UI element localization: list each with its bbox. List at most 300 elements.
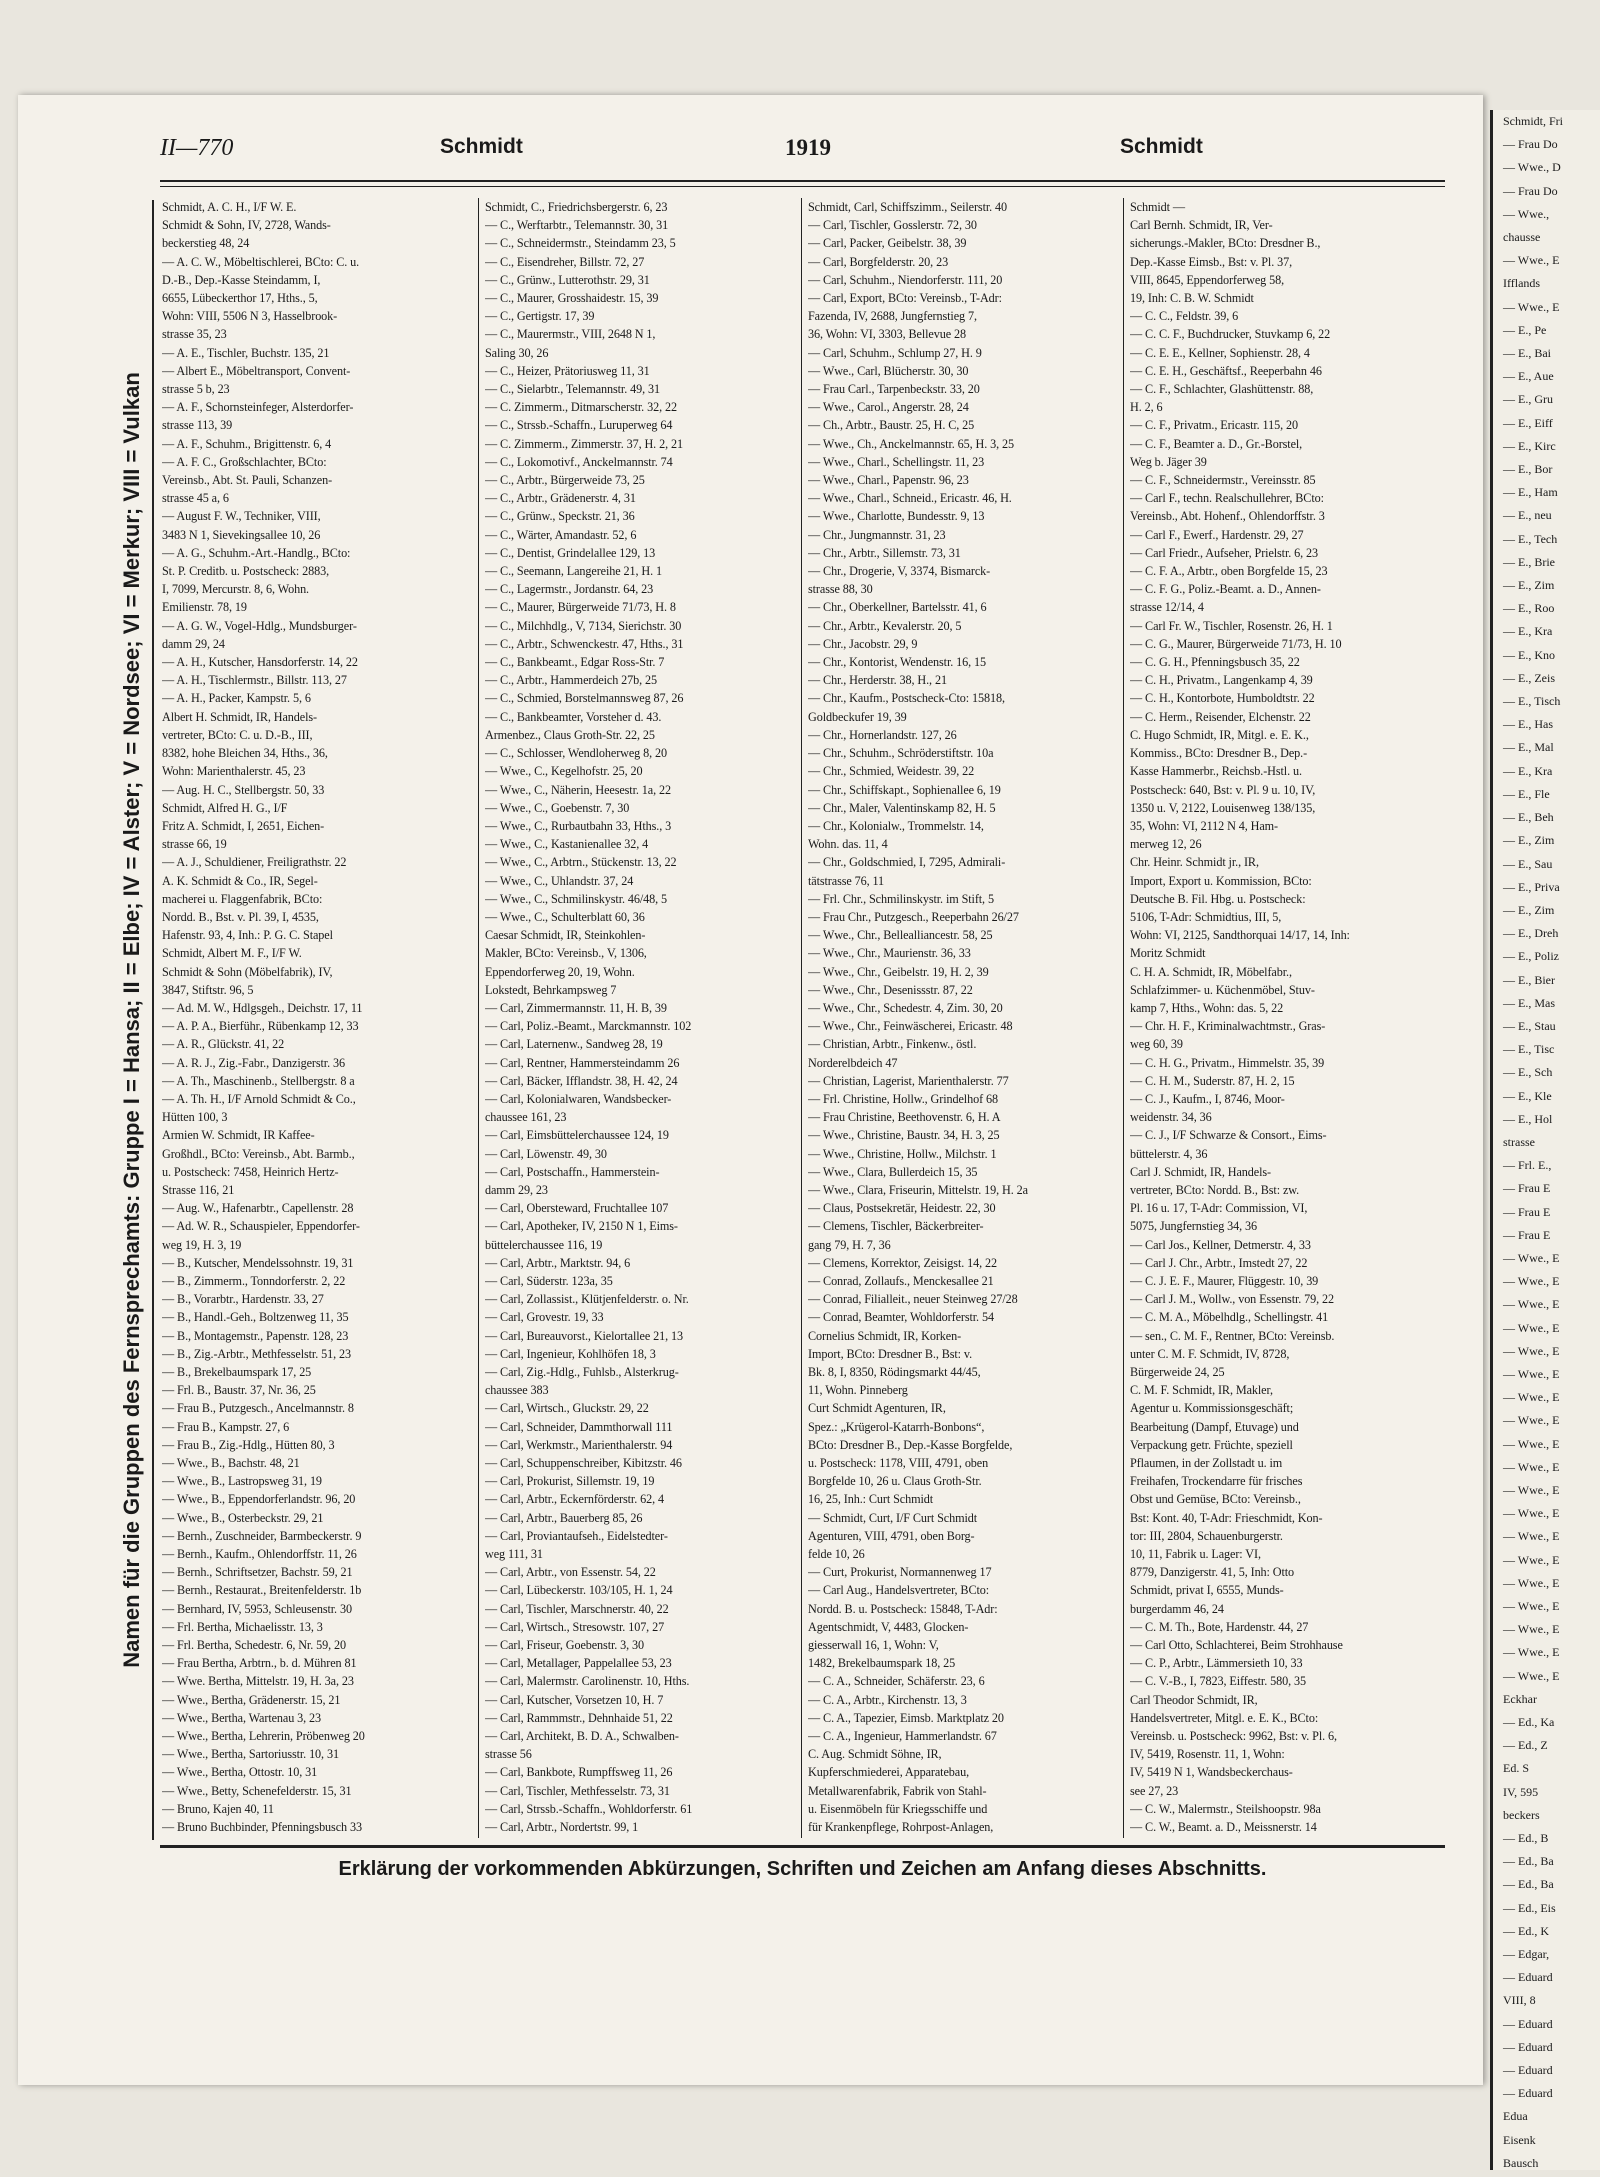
- adjacent-page-line: — Wwe., E: [1503, 1413, 1560, 1428]
- directory-entry-line: — Carl, Architekt, B. D. A., Schwalben-: [485, 1729, 679, 1744]
- directory-entry-line: Deutsche B. Fil. Hbg. u. Postscheck:: [1130, 891, 1306, 906]
- adjacent-page-line: — Frl. E.,: [1503, 1158, 1552, 1173]
- directory-entry-line: — C., Bankbeamt., Edgar Ross-Str. 7: [485, 655, 665, 670]
- directory-entry-line: — Carl, Friseur, Goebenstr. 3, 30: [485, 1638, 645, 1653]
- directory-entry-line: — C. F. A., Arbtr., oben Borgfelde 15, 23: [1130, 564, 1328, 579]
- directory-entry-line: — Wwe., Chr., Geibelstr. 19, H. 2, 39: [808, 964, 989, 979]
- directory-entry-line: — A. H., Packer, Kampstr. 5, 6: [162, 691, 311, 706]
- adjacent-page-line: — E., Mal: [1503, 740, 1554, 755]
- adjacent-page-line: — Wwe., E: [1503, 1343, 1560, 1358]
- adjacent-page-line: — Wwe., E: [1503, 1436, 1560, 1451]
- directory-entry-line: — Wwe., Carol., Angerstr. 28, 24: [808, 400, 969, 415]
- directory-entry-line: H. 2, 6: [1130, 400, 1163, 415]
- directory-entry-line: Borgfelde 10, 26 u. Claus Groth-Str.: [808, 1474, 982, 1489]
- directory-entry-line: — Bernhard, IV, 5953, Schleusenstr. 30: [162, 1601, 352, 1616]
- directory-entry-line: merweg 12, 26: [1130, 837, 1202, 852]
- directory-entry-line: Spez.: „Krügerol-Katarrh-Bonbons“,: [808, 1419, 985, 1434]
- directory-entry-line: — Carl F., Ewerf., Hardenstr. 29, 27: [1130, 527, 1304, 542]
- directory-entry-line: — C., Sielarbtr., Telemannstr. 49, 31: [485, 382, 660, 397]
- directory-entry-line: — C., Grünw., Speckstr. 21, 36: [485, 509, 635, 524]
- page-header: [160, 135, 1445, 175]
- directory-entry-line: — sen., C. M. F., Rentner, BCto: Vereinsb.: [1130, 1328, 1335, 1343]
- directory-entry-line: Fritz A. Schmidt, I, 2651, Eichen-: [162, 818, 325, 833]
- adjacent-page-line: — Ed., Ba: [1503, 1877, 1554, 1892]
- directory-entry-line: Bearbeitung (Dampf, Etuvage) und: [1130, 1419, 1299, 1434]
- directory-entry-line: — Carl, Strssb.-Schaffn., Wohldorferstr. 61: [485, 1801, 693, 1816]
- directory-entry-line: Agentur u. Kommissionsgeschäft;: [1130, 1401, 1294, 1416]
- adjacent-page-line: — E., Tech: [1503, 531, 1558, 546]
- directory-entry-line: — C. H., Privatm., Langenkamp 4, 39: [1130, 673, 1313, 688]
- directory-entry-line: — Chr., Goldschmied, I, 7295, Admirali-: [808, 855, 1006, 870]
- directory-entry-line: 10, 11, Fabrik u. Lager: VI,: [1130, 1547, 1261, 1562]
- directory-entry-line: — Carl, Malermstr. Carolinenstr. 10, Hths.: [485, 1674, 690, 1689]
- directory-entry-line: damm 29, 24: [162, 636, 225, 651]
- directory-entry-line: — A. E., Tischler, Buchstr. 135, 21: [162, 345, 330, 360]
- directory-entry-line: [162, 1836, 472, 1838]
- adjacent-page-line: — E., Hol: [1503, 1111, 1553, 1126]
- directory-entry-line: — C., Bankbeamter, Vorsteher d. 43.: [485, 709, 662, 724]
- directory-entry-line: — Wwe., C., Uhlandstr. 37, 24: [485, 873, 634, 888]
- directory-entry-line: Schmidt —: [1130, 200, 1185, 214]
- directory-entry-line: — Frl. Chr., Schmilinskystr. im Stift, 5: [808, 891, 994, 906]
- directory-entry-line: — Ad. M. W., Hdlgsgeh., Deichstr. 17, 11: [162, 1000, 363, 1015]
- directory-entry-line: — Frl. Christine, Hollw., Grindelhof 68: [808, 1091, 998, 1106]
- directory-entry-line: — Wwe., C., Kegelhofstr. 25, 20: [485, 764, 643, 779]
- directory-entry-line: — C., Maurer, Bürgerweide 71/73, H. 8: [485, 600, 676, 615]
- directory-entry-line: Strasse 116, 21: [162, 1182, 235, 1197]
- directory-entry-line: — Wwe., Charlotte, Bundesstr. 9, 13: [808, 509, 985, 524]
- adjacent-page-line: — Wwe., E: [1503, 1250, 1560, 1265]
- adjacent-page-line: Eckhar: [1503, 1691, 1537, 1706]
- directory-entry-line: — Carl Fr. W., Tischler, Rosenstr. 26, H. 1: [1130, 618, 1333, 633]
- directory-entry-line: — Wwe., Carl, Blücherstr. 30, 30: [808, 363, 969, 378]
- directory-entry-line: — Aug. W., Hafenarbtr., Capellenstr. 28: [162, 1201, 354, 1216]
- directory-entry-line: 8382, hohe Bleichen 34, Hths., 36,: [162, 746, 328, 761]
- adjacent-page-line: — E., Has: [1503, 717, 1553, 732]
- directory-entry-line: 5106, T-Adr: Schmidtius, III, 5,: [1130, 909, 1282, 924]
- directory-entry-line: — Carl, Laternenw., Sandweg 28, 19: [485, 1037, 663, 1052]
- adjacent-page-line: — E., Stau: [1503, 1018, 1556, 1033]
- page-number: II—770: [160, 135, 234, 161]
- directory-entry-line: — A. F. C., Großschlachter, BCto:: [162, 454, 327, 469]
- directory-entry-line: — Carl F., techn. Realschullehrer, BCto:: [1130, 491, 1324, 506]
- adjacent-page-line: — Ed., B: [1503, 1831, 1549, 1846]
- directory-entry-line: — A. H., Tischlermstr., Billstr. 113, 27: [162, 673, 347, 688]
- directory-entry-line: — Carl, Bureauvorst., Kielortallee 21, 13: [485, 1328, 683, 1343]
- directory-entry-line: Vereinsb., Abt. Hohenf., Ohlendorffstr. 3: [1130, 509, 1325, 524]
- directory-entry-line: Makler, BCto: Vereinsb., V, 1306,: [485, 946, 647, 961]
- directory-entry-line: 16, 25, Inh.: Curt Schmidt: [808, 1492, 934, 1507]
- directory-entry-line: Bst: Kont. 40, T-Adr: Frieschmidt, Kon-: [1130, 1510, 1323, 1525]
- directory-entry-line: Schmidt, Alfred H. G., I/F: [162, 800, 288, 815]
- directory-entry-line: — Carl, Postschaffn., Hammerstein-: [485, 1164, 660, 1179]
- directory-entry-line: — C., Grünw., Lutterothstr. 29, 31: [485, 272, 650, 287]
- directory-entry-line: — C. Zimmerm., Zimmerstr. 37, H. 2, 21: [485, 436, 683, 451]
- directory-entry-line: Fazenda, IV, 2688, Jungfernstieg 7,: [808, 309, 977, 324]
- directory-entry-line: — Wwe., B., Osterbeckstr. 29, 21: [162, 1510, 324, 1525]
- directory-entry-line: Nordd. B., Bst. v. Pl. 39, I, 4535,: [162, 909, 319, 924]
- directory-entry-line: büttelerchaussee 116, 19: [485, 1237, 603, 1252]
- adjacent-page-line: Eisenk: [1503, 2132, 1536, 2147]
- directory-entry-line: — Chr., Jungmannstr. 31, 23: [808, 527, 946, 542]
- directory-entry-line: Pl. 16 u. 17, T-Adr: Commission, VI,: [1130, 1201, 1308, 1216]
- adjacent-page-line: — Wwe., E: [1503, 1552, 1560, 1567]
- adjacent-page-line: — Edgar,: [1503, 1947, 1550, 1962]
- column-divider: [478, 198, 479, 1838]
- directory-entry-line: — Carl, Arbtr., Bauerberg 85, 26: [485, 1510, 643, 1525]
- directory-entry-line: giesserwall 16, 1, Wohn: V,: [808, 1638, 939, 1653]
- directory-entry-line: Schmidt, C., Friedrichsbergerstr. 6, 23: [485, 200, 668, 214]
- directory-entry-line: — C., Wärter, Amandastr. 52, 6: [485, 527, 637, 542]
- directory-entry-line: — Carl, Zig.-Hdlg., Fuhlsb., Alsterkrug-: [485, 1365, 679, 1379]
- directory-entry-line: — Carl, Obersteward, Fruchtallee 107: [485, 1201, 669, 1216]
- directory-entry-line: u. Postscheck: 1178, VIII, 4791, oben: [808, 1456, 989, 1471]
- directory-entry-line: — A. J., Schuldiener, Freiligrathstr. 22: [162, 855, 347, 870]
- directory-entry-line: IV, 5419 N 1, Wandsbeckerchaus-: [1130, 1765, 1293, 1780]
- directory-entry-line: Lokstedt, Behrkampsweg 7: [485, 982, 617, 997]
- directory-entry-line: — Wwe., Chr., Feinwäscherei, Ericastr. 48: [808, 1019, 1013, 1034]
- directory-entry-line: — B., Montagemstr., Papenstr. 128, 23: [162, 1328, 349, 1343]
- directory-entry-line: — Carl, Kolonialwaren, Wandsbecker-: [485, 1091, 672, 1106]
- adjacent-page-line: — Wwe., E: [1503, 253, 1560, 268]
- directory-entry-line: Obst und Gemüse, BCto: Vereinsb.,: [1130, 1492, 1301, 1507]
- column-1: [162, 198, 472, 1838]
- directory-entry-line: — Conrad, Filialleit., neuer Steinweg 27/28: [808, 1292, 1018, 1307]
- directory-entry-line: — C., Gertigstr. 17, 39: [485, 309, 595, 324]
- directory-entry-line: — Carl, Metallager, Pappelallee 53, 23: [485, 1656, 672, 1671]
- directory-entry-line: — C. C., Feldstr. 39, 6: [1130, 309, 1239, 324]
- directory-entry-line: — Bruno Buchbinder, Pfenningsbusch 33: [162, 1820, 362, 1835]
- adjacent-page-line: — Wwe., E: [1503, 1297, 1560, 1312]
- directory-entry-line: — Conrad, Zollaufs., Menckesallee 21: [808, 1273, 994, 1288]
- directory-entry-line: — Chr., Maler, Valentinskamp 82, H. 5: [808, 800, 996, 815]
- adjacent-page-line: Schmidt, Fri: [1503, 114, 1564, 128]
- directory-entry-line: A. K. Schmidt & Co., IR, Segel-: [162, 873, 318, 888]
- adjacent-page-line: — E., Zeis: [1503, 670, 1555, 685]
- header-right-name: Schmidt: [1120, 135, 1203, 158]
- directory-entry-line: — C. F., Schneidermstr., Vereinsstr. 85: [1130, 473, 1316, 488]
- directory-entry-line: — Carl, Grovestr. 19, 33: [485, 1310, 604, 1325]
- side-caption: Namen für die Gruppen des Fernsprechamts: Gruppe I = Hansa; II = Elbe; IV = Alster; V = Nordsee; VI = Merkur; VIII = Vulkan: [119, 372, 144, 1668]
- directory-entry-line: vertreter, BCto: C. u. D.-B., III,: [162, 727, 313, 742]
- directory-entry-line: — Carl, Tischler, Marschnerstr. 40, 22: [485, 1601, 669, 1616]
- directory-entry-line: — Carl, Bankbote, Rumpffsweg 11, 26: [485, 1765, 673, 1780]
- directory-entry-line: Nordd. B. u. Postscheck: 15848, T-Adr:: [808, 1601, 998, 1616]
- directory-entry-line: 5075, Jungfernstieg 34, 36: [1130, 1219, 1258, 1234]
- directory-entry-line: — Carl, Apotheker, IV, 2150 N 1, Eims-: [485, 1219, 678, 1234]
- adjacent-page-line: — E., Priva: [1503, 879, 1560, 894]
- adjacent-page-line: — Wwe., E: [1503, 1390, 1560, 1405]
- directory-entry-line: chaussee 383: [485, 1383, 549, 1398]
- directory-entry-line: — C. W., Beamt. a. D., Meissnerstr. 14: [1130, 1820, 1317, 1835]
- adjacent-page-line: — Eduard: [1503, 2063, 1553, 2078]
- directory-entry-line: strasse 88, 30: [808, 582, 873, 597]
- directory-entry-line: — A. F., Schuhm., Brigittenstr. 6, 4: [162, 436, 332, 451]
- directory-entry-line: BCto: Dresdner B., Dep.-Kasse Borgfelde,: [808, 1437, 1013, 1452]
- directory-entry-line: Vereinsb. u. Postscheck: 9962, Bst: v. Pl. 6,: [1130, 1729, 1337, 1744]
- directory-entry-line: 11, Wohn. Pinneberg: [808, 1383, 908, 1398]
- directory-entry-line: — Carl, Schuhm., Niendorferstr. 111, 20: [808, 272, 1003, 287]
- adjacent-page-line: — Wwe., E: [1503, 1320, 1560, 1335]
- adjacent-page-line: Edua: [1503, 2109, 1528, 2124]
- directory-entry-line: strasse 66, 19: [162, 837, 227, 852]
- directory-entry-line: Pflaumen, in der Zollstadt u. im: [1130, 1456, 1283, 1471]
- directory-entry-line: Kommiss., BCto: Dresdner B., Dep.-: [1130, 746, 1308, 761]
- directory-entry-line: — Ad. W. R., Schauspieler, Eppendorfer-: [162, 1219, 360, 1234]
- adjacent-page-line: — Wwe., E: [1503, 299, 1560, 314]
- directory-entry-line: — B., Brekelbaumspark 17, 25: [162, 1365, 312, 1379]
- directory-entry-line: — Chr., Kontorist, Wendenstr. 16, 15: [808, 655, 987, 670]
- column-divider: [801, 198, 802, 1838]
- directory-entry-line: Eppendorferweg 20, 19, Wohn.: [485, 964, 635, 979]
- directory-entry-line: Import, BCto: Dresdner B., Bst: v.: [808, 1346, 973, 1361]
- directory-entry-line: Wohn: VIII, 5506 N 3, Hasselbrook-: [162, 309, 338, 324]
- directory-entry-line: — C. J., Kaufm., I, 8746, Moor-: [1130, 1091, 1285, 1106]
- directory-entry-line: — Carl, Rammmstr., Dehnhaide 51, 22: [485, 1710, 673, 1725]
- directory-entry-line: strasse 5 b, 23: [162, 382, 230, 397]
- adjacent-page-line: Ed. S: [1503, 1761, 1530, 1776]
- adjacent-page-line: strasse: [1503, 1134, 1535, 1149]
- directory-entry-line: — A. P. A., Bierführ., Rübenkamp 12, 33: [162, 1019, 359, 1034]
- directory-entry-line: Caesar Schmidt, IR, Steinkohlen-: [485, 928, 646, 943]
- directory-entry-line: — Carl, Poliz.-Beamt., Marckmannstr. 102: [485, 1019, 692, 1034]
- directory-entry-line: 8779, Danzigerstr. 41, 5, Inh: Otto: [1130, 1565, 1295, 1580]
- footer-rule: [160, 1845, 1445, 1848]
- directory-entry-line: — C., Dentist, Grindelallee 129, 13: [485, 545, 656, 560]
- adjacent-page-line: — E., Sch: [1503, 1065, 1553, 1080]
- directory-entry-line: — Chr. H. F., Kriminalwachtmstr., Gras-: [1130, 1019, 1326, 1034]
- directory-entry-line: strasse 45 a, 6: [162, 491, 229, 506]
- adjacent-page-line: — Wwe., E: [1503, 1459, 1560, 1474]
- directory-entry-line: Verpackung getr. Früchte, speziell: [1130, 1437, 1293, 1452]
- adjacent-page-line: — Wwe., E: [1503, 1575, 1560, 1590]
- directory-entry-line: — Wwe., Charl., Schneid., Ericastr. 46, H.: [808, 491, 1012, 506]
- directory-entry-line: St. P. Creditb. u. Postscheck: 2883,: [162, 564, 330, 579]
- directory-entry-line: — Clemens, Tischler, Bäckerbreiter-: [808, 1219, 984, 1234]
- directory-entry-line: — Carl, Kutscher, Vorsetzen 10, H. 7: [485, 1692, 664, 1707]
- adjacent-page-line: — Eduard: [1503, 1970, 1553, 1985]
- directory-entry-line: strasse 113, 39: [162, 418, 233, 433]
- directory-entry-line: Hütten 100, 3: [162, 1110, 228, 1125]
- directory-entry-line: — Carl, Tischler, Methfesselstr. 73, 31: [485, 1783, 670, 1798]
- directory-entry-line: [485, 1836, 795, 1838]
- directory-entry-line: 19, Inh: C. B. W. Schmidt: [1130, 291, 1254, 306]
- directory-entry-line: 6655, Lübeckerthor 17, Hths., 5,: [162, 291, 318, 306]
- directory-entry-line: — Frau B., Kampstr. 27, 6: [162, 1419, 290, 1434]
- directory-entry-line: — Wwe. Bertha, Mittelstr. 19, H. 3a, 23: [162, 1674, 354, 1689]
- directory-entry-line: — Carl Jos., Kellner, Detmerstr. 4, 33: [1130, 1237, 1311, 1252]
- directory-entry-line: — Carl, Schneider, Dammthorwall 111: [485, 1419, 673, 1434]
- directory-entry-line: — Wwe., Clara, Friseurin, Mittelstr. 19, H. 2a: [808, 1182, 1028, 1197]
- directory-entry-line: [1130, 1836, 1440, 1838]
- directory-entry-line: — Carl, Tischler, Gosslerstr. 72, 30: [808, 218, 977, 233]
- directory-entry-line: — C. J., I/F Schwarze & Consort., Eims-: [1130, 1128, 1327, 1143]
- directory-entry-line: — C., Werftarbtr., Telemannstr. 30, 31: [485, 218, 669, 233]
- directory-entry-line: C. H. A. Schmidt, IR, Möbelfabr.,: [1130, 964, 1292, 979]
- directory-entry-line: — C. F., Privatm., Ericastr. 115, 20: [1130, 418, 1298, 433]
- directory-entry-line: [808, 1836, 1118, 1838]
- directory-entry-line: beckerstieg 48, 24: [162, 236, 250, 251]
- directory-entry-line: — C., Arbtr., Schwenckestr. 47, Hths., 31: [485, 636, 684, 651]
- directory-entry-line: strasse 35, 23: [162, 327, 227, 342]
- directory-entry-line: — C., Arbtr., Grädenerstr. 4, 31: [485, 491, 636, 506]
- directory-entry-line: chaussee 161, 23: [485, 1110, 567, 1125]
- directory-entry-line: — C. G., Maurer, Bürgerweide 71/73, H. 10: [1130, 636, 1342, 651]
- adjacent-page-line: — E., Kle: [1503, 1088, 1552, 1103]
- directory-entry-line: — Carl, Wirtsch., Gluckstr. 29, 22: [485, 1401, 649, 1416]
- directory-entry-line: Hafenstr. 93, 4, Inh.: P. G. C. Stapel: [162, 928, 333, 943]
- adjacent-page-edge: [1490, 110, 1600, 2170]
- adjacent-page-line: — Wwe., E: [1503, 1482, 1560, 1497]
- directory-entry-line: Schlafzimmer- u. Küchenmöbel, Stuv-: [1130, 982, 1315, 997]
- directory-entry-line: — C., Maurer, Grosshaidestr. 15, 39: [485, 291, 659, 306]
- directory-entry-line: — C. F., Schlachter, Glashüttenstr. 88,: [1130, 382, 1314, 397]
- directory-entry-line: — Wwe., Chr., Schedestr. 4, Zim. 30, 20: [808, 1000, 1003, 1015]
- directory-entry-line: — Carl, Arbtr., von Essenstr. 54, 22: [485, 1565, 656, 1580]
- directory-entry-line: — Carl, Proviantaufseh., Eidelstedter-: [485, 1528, 668, 1543]
- adjacent-page-line: — Wwe., E: [1503, 1366, 1560, 1381]
- directory-entry-line: — Wwe., Ch., Anckelmannstr. 65, H. 3, 25: [808, 436, 1014, 451]
- directory-entry-line: — Bernh., Zuschneider, Barmbeckerstr. 9: [162, 1528, 362, 1543]
- directory-entry-line: — A. C. W., Möbeltischlerei, BCto: C. u.: [162, 254, 360, 269]
- directory-entry-line: — Wwe., C., Näherin, Heesestr. 1a, 22: [485, 782, 671, 797]
- adjacent-page-line: — E., Zim: [1503, 833, 1555, 848]
- directory-entry-line: — Albert E., Möbeltransport, Convent-: [162, 363, 351, 378]
- directory-entry-line: — C. E. E., Kellner, Sophienstr. 28, 4: [1130, 345, 1310, 360]
- adjacent-page-line: — Wwe., E: [1503, 1529, 1560, 1544]
- directory-entry-line: felde 10, 26: [808, 1547, 865, 1562]
- directory-entry-line: — B., Zimmerm., Tonndorferstr. 2, 22: [162, 1273, 346, 1288]
- directory-entry-line: — C. H., Kontorbote, Humboldtstr. 22: [1130, 691, 1315, 706]
- directory-entry-line: Carl Bernh. Schmidt, IR, Ver-: [1130, 218, 1273, 233]
- adjacent-page-line: — E., Aue: [1503, 369, 1554, 384]
- directory-entry-line: 1482, Brekelbaumspark 18, 25: [808, 1656, 956, 1671]
- directory-entry-line: sicherungs.-Makler, BCto: Dresdner B.,: [1130, 236, 1321, 251]
- directory-entry-line: Wohn: Marienthalerstr. 45, 23: [162, 764, 306, 779]
- adjacent-page-line: — E., Roo: [1503, 601, 1555, 616]
- directory-entry-line: — A. F., Schornsteinfeger, Alsterdorfer-: [162, 400, 354, 415]
- adjacent-page-line: — Wwe., E: [1503, 1622, 1560, 1637]
- directory-entry-line: — C. A., Tapezier, Eimsb. Marktplatz 20: [808, 1710, 1004, 1725]
- directory-entry-line: u. Eisenmöbeln für Kriegsschiffe und: [808, 1801, 988, 1816]
- directory-entry-line: — A. R. J., Zig.-Fabr., Danzigerstr. 36: [162, 1055, 345, 1070]
- directory-entry-line: — Wwe., Charl., Papenstr. 96, 23: [808, 473, 969, 488]
- directory-entry-line: — Wwe., C., Arbtrn., Stückenstr. 13, 22: [485, 855, 677, 870]
- column-2: [485, 198, 795, 1838]
- adjacent-page-line: — E., Fle: [1503, 786, 1550, 801]
- directory-entry-line: — A. R., Glückstr. 41, 22: [162, 1037, 285, 1052]
- directory-entry-line: — Carl, Rentner, Hammersteindamm 26: [485, 1055, 680, 1070]
- adjacent-page-line: — Frau E: [1503, 1181, 1551, 1196]
- directory-entry-line: — Wwe., Chr., Maurienstr. 36, 33: [808, 946, 971, 961]
- adjacent-page-line: — E., Gru: [1503, 392, 1553, 407]
- directory-entry-line: weidenstr. 34, 36: [1130, 1110, 1212, 1125]
- directory-entry-line: — Wwe., Bertha, Lehrerin, Pröbenweg 20: [162, 1729, 365, 1744]
- directory-entry-line: Agentschmidt, V, 4483, Glocken-: [808, 1619, 969, 1634]
- directory-entry-line: — A. Th. H., I/F Arnold Schmidt & Co.,: [162, 1091, 356, 1106]
- directory-entry-line: Schmidt & Sohn, IV, 2728, Wands-: [162, 218, 331, 233]
- directory-entry-line: — Carl, Süderstr. 123a, 35: [485, 1273, 613, 1288]
- adjacent-page-line: — E., Kirc: [1503, 438, 1556, 453]
- directory-entry-line: — Chr., Drogerie, V, 3374, Bismarck-: [808, 564, 991, 579]
- adjacent-page-line: — E., Kno: [1503, 647, 1555, 662]
- directory-entry-line: — Wwe., Charl., Schellingstr. 11, 23: [808, 454, 985, 469]
- adjacent-page-line: Ifflands: [1503, 276, 1541, 291]
- directory-entry-line: — Wwe., C., Kastanienallee 32, 4: [485, 837, 649, 852]
- directory-entry-line: kamp 7, Hths., Wohn: das. 5, 22: [1130, 1000, 1284, 1015]
- directory-entry-line: — Wwe., Bertha, Ottostr. 10, 31: [162, 1765, 318, 1780]
- directory-entry-line: — Carl Friedr., Aufseher, Prielstr. 6, 23: [1130, 545, 1319, 560]
- footer-note: Erklärung der vorkommenden Abkürzungen, Schriften und Zeichen am Anfang dieses Abschnitts.: [338, 1858, 1267, 1880]
- directory-entry-line: — C. M. A., Möbelhdlg., Schellingstr. 41: [1130, 1310, 1329, 1325]
- directory-entry-line: — Curt, Prokurist, Normannenweg 17: [808, 1565, 992, 1580]
- directory-entry-line: Armien W. Schmidt, IR Kaffee-: [162, 1128, 315, 1143]
- directory-entry-line: — Carl, Prokurist, Sillemstr. 19, 19: [485, 1474, 655, 1489]
- directory-entry-line: — Ch., Arbtr., Baustr. 25, H. C, 25: [808, 418, 975, 433]
- directory-entry-line: — Wwe., Bertha, Grädenerstr. 15, 21: [162, 1692, 341, 1707]
- directory-entry-line: — C. H. M., Suderstr. 87, H. 2, 15: [1130, 1073, 1295, 1088]
- directory-entry-line: — C., Schneidermstr., Steindamm 23, 5: [485, 236, 676, 251]
- directory-entry-line: — August F. W., Techniker, VIII,: [162, 509, 321, 524]
- directory-entry-line: Moritz Schmidt: [1130, 946, 1206, 961]
- directory-entry-line: — Frl. Bertha, Schedestr. 6, Nr. 59, 20: [162, 1638, 346, 1653]
- directory-entry-line: — C., Seemann, Langereihe 21, H. 1: [485, 564, 662, 579]
- directory-entry-line: Handelsvertreter, Mitgl. e. E. K., BCto:: [1130, 1710, 1319, 1725]
- directory-entry-line: 1350 u. V, 2122, Louisenweg 138/135,: [1130, 800, 1316, 815]
- adjacent-page-line: — Eduard: [1503, 2086, 1553, 2101]
- directory-entry-line: — Wwe., Christine, Baustr. 34, H. 3, 25: [808, 1128, 1000, 1143]
- directory-entry-line: u. Postscheck: 7458, Heinrich Hertz-: [162, 1164, 339, 1179]
- directory-entry-line: — C., Lokomotivf., Anckelmannstr. 74: [485, 454, 673, 469]
- directory-entry-line: — Carl J. Chr., Arbtr., Imstedt 27, 22: [1130, 1255, 1308, 1270]
- directory-entry-line: Weg b. Jäger 39: [1130, 454, 1207, 469]
- directory-entry-line: — Wwe., C., Schulterblatt 60, 36: [485, 909, 645, 924]
- directory-entry-line: — C. C. F., Buchdrucker, Stuvkamp 6, 22: [1130, 327, 1331, 342]
- directory-entry-line: tätstrasse 76, 11: [808, 873, 885, 888]
- directory-entry-line: — Bernh., Schriftsetzer, Bachstr. 59, 21: [162, 1565, 353, 1580]
- adjacent-page-line: — E., Eiff: [1503, 415, 1553, 430]
- directory-entry-line: — C., Milchhdlg., V, 7134, Sierichstr. 30: [485, 618, 682, 633]
- directory-entry-line: — Chr., Schmied, Weidestr. 39, 22: [808, 764, 975, 779]
- adjacent-page-line: — E., Zim: [1503, 902, 1555, 917]
- directory-entry-line: 35, Wohn: VI, 2112 N 4, Ham-: [1130, 818, 1278, 833]
- directory-entry-line: Carl Theodor Schmidt, IR,: [1130, 1692, 1258, 1707]
- directory-entry-line: — C. G. H., Pfenningsbusch 35, 22: [1130, 655, 1300, 670]
- adjacent-page-line: — Ed., Z: [1503, 1738, 1548, 1753]
- directory-entry-line: — Wwe., Chr., Desenissstr. 87, 22: [808, 982, 973, 997]
- directory-entry-line: Cornelius Schmidt, IR, Korken-: [808, 1328, 962, 1343]
- adjacent-page-line: — Wwe., E: [1503, 1599, 1560, 1613]
- directory-entry-line: — Wwe., C., Goebenstr. 7, 30: [485, 800, 630, 815]
- column-4: [1130, 198, 1440, 1838]
- directory-entry-line: Norderelbdeich 47: [808, 1055, 898, 1070]
- directory-entry-line: — Wwe., B., Bachstr. 48, 21: [162, 1456, 300, 1471]
- directory-entry-line: Schmidt, A. C. H., I/F W. E.: [162, 200, 297, 214]
- directory-entry-line: — B., Handl.-Geh., Boltzenweg 11, 35: [162, 1310, 349, 1325]
- adjacent-page-line: — E., Dreh: [1503, 926, 1559, 941]
- directory-entry-line: — Frau Bertha, Arbtrn., b. d. Mühren 81: [162, 1656, 357, 1671]
- directory-entry-line: weg 19, H. 3, 19: [162, 1237, 242, 1252]
- directory-entry-line: — Frau Christine, Beethovenstr. 6, H. A: [808, 1110, 1001, 1125]
- adjacent-page-line: VIII, 8: [1503, 1993, 1536, 2008]
- column-3: [808, 198, 1118, 1838]
- adjacent-page-line: — E., Tisc: [1503, 1042, 1555, 1057]
- directory-entry-line: — C., Maurermstr., VIII, 2648 N 1,: [485, 327, 656, 342]
- directory-entry-line: Curt Schmidt Agenturen, IR,: [808, 1401, 946, 1416]
- adjacent-page-line: — E., Kra: [1503, 624, 1553, 639]
- directory-entry-line: I, 7099, Mercurstr. 8, 6, Wohn.: [162, 582, 310, 597]
- directory-entry-line: — Wwe., Bertha, Wartenau 3, 23: [162, 1710, 322, 1725]
